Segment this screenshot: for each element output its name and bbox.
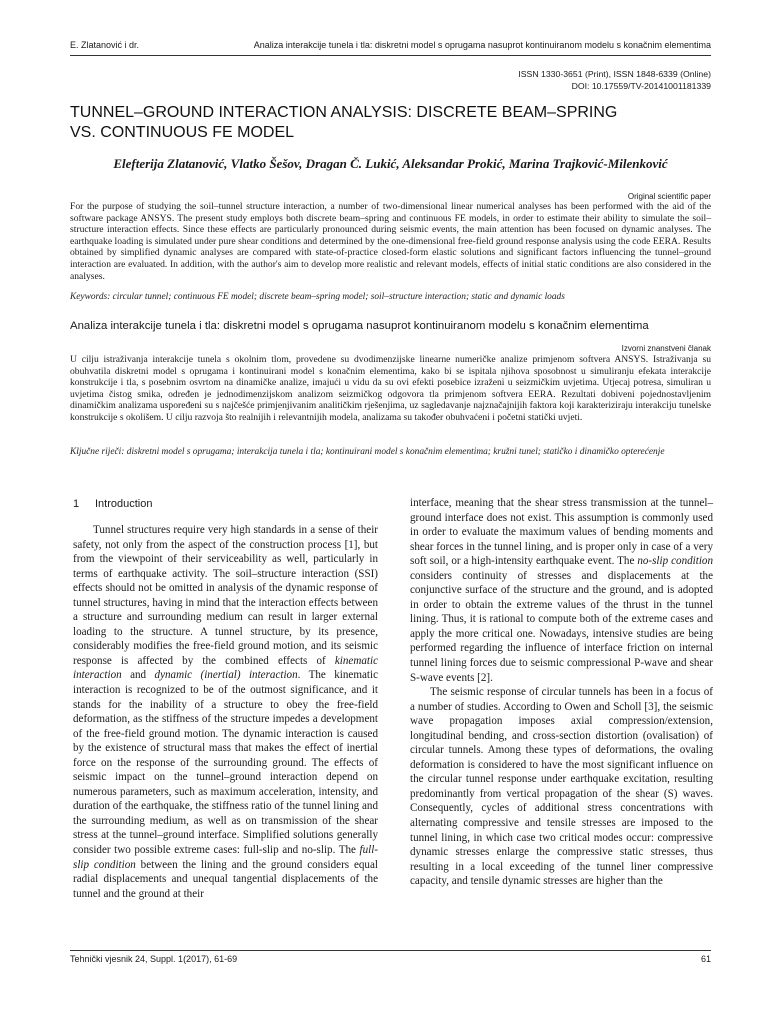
- header-divider: [70, 55, 711, 56]
- issn-line: ISSN 1330-3651 (Print), ISSN 1848-6339 (Online): [518, 69, 711, 79]
- emphasis: full-slip condition: [73, 844, 378, 871]
- abstract-hr: U cilju istraživanja interakcije tunela s okolnim tlom, provedene su dvodimenzijske linearne numeričke analize primjenom softvera ANSYS. Istraživanja su obuhvatila diskretni model s oprugama i kontinuirani model s konačnim elementima, kako bi se ispitala njihova sposobnost u simuliranju efekata interakcije konstrukcije i tla, s posebnim osvrtom na dinamičke analize, imajući u vidu da su ovi efekti posebice izraženi u seizmičkim uvjetima. Utjecaj potresa, simuliran u uvjetima čistog smika, određen je jednodimenzijskom analizom seizmičkog odgovora tla primjenom softvera EERA. Rezultati dobiveni pojednostavljenim dinamičkim analizama uspoređeni su s najčešće primjenjivanim analitičkim rješenjima, uz sagledavanje najznačajnijih faktora koji karakteriziraju interakciju tunelske konstrukcije s okolišem. U cilju razvoja što realnijih i relevantnijih modela, analizama su također obuhvaćeni i početni statički uvjeti.: [70, 354, 711, 423]
- emphasis: dynamic (inertial) interaction: [154, 669, 298, 682]
- author-list: Elefterija Zlatanović, Vlatko Šešov, Dragan Č. Lukić, Aleksandar Prokić, Marina Trajković-Milenković: [113, 156, 668, 171]
- text-run: considers continuity of stresses and displacements at the conjunctive surface of the structure and the ground, and is adopted in order to obtain the extreme values of the thrust in the tunnel lining. Thus, it is rational to compute both of the extreme cases and apply the more critical one. Nowadays, intensive studies are being performed regarding the influence of interface friction on internal tunnel lining forces due to seismic compressional P-wave and shear S-wave events [2].: [410, 569, 713, 684]
- running-header: [70, 38, 711, 52]
- page-number: 61: [700, 954, 711, 964]
- emphasis: kinematic interaction: [73, 654, 378, 682]
- text-run: between the lining and the ground considers equal radial displacements and unequal tangential displacements of the tunnel and the ground at their: [73, 858, 378, 900]
- emphasis: no-slip condition: [637, 555, 713, 568]
- abstract-en: For the purpose of studying the soil–tunnel structure interaction, a number of two-dimensional linear numerical analyses has been performed with the aid of the software package ANSYS. The present study employs both discrete beam–spring and continuous FE models, in order to estimate their ability to simulate the soil–structure interaction effects. Since these effects are particularly pronounced during seismic events, the main attention has been focused on dynamic analyses. The earthquake loading is simulated under pure shear conditions and determined by the one-dimensional free-field ground response analysis using the code EERA. Results obtained by simplified dynamic analyses are compared with state-of-practice closed-form elastic solutions and significant factors influencing the tunnel–ground interaction are evaluated. In addition, with the author's aim to develop more realistic and relevant models, effects of initial static conditions are also considered in the analyses.: [70, 201, 711, 282]
- page-footer: [70, 953, 711, 965]
- running-header-title: Analiza interakcije tunela i tla: diskretni model s oprugama nasuprot kontinuiranom modelu s konačnim elementima: [253, 40, 711, 50]
- keywords-en: Keywords: circular tunnel; continuous FE model; discrete beam–spring model; soil–structure interaction; static and dynamic loads: [70, 292, 565, 302]
- paper-title: TUNNEL–GROUND INTERACTION ANALYSIS: DISCRETE BEAM–SPRING VS. CONTINUOUS FE MODEL: [70, 104, 618, 141]
- journal-citation: Tehnički vjesnik 24, Suppl. 1(2017), 61-69: [70, 954, 238, 964]
- paper-type-hr: Izvorni znanstveni članak: [621, 344, 711, 353]
- running-header-authors: E. Zlatanović i dr.: [70, 40, 140, 50]
- text-run: and: [121, 669, 155, 682]
- text-run: interface, meaning that the shear stress transmission at the tunnel–ground interface does not exist. This assumption is commonly used in order to evaluate the maximum values of bending moments and shear forces in the tunnel lining, and is proper only in case of a very soft soil, or a high-intensity earthquake event. The: [410, 497, 713, 568]
- section-number: 1: [73, 498, 80, 510]
- text-run: Tunnel structures require very high standards in a sense of their safety, not only from the aspect of the construction process [1], but from the viewpoint of their serviceability as well, particularly in terms of earthquake activity. The soil–structure interaction (SSI) effects should not be omitted in analysis of the dynamic response of tunnel structures, having in mind that the interaction effects between a structure and surrounding medium can result in larger external loading to the structure. A tunnel structure, by its presence, considerably modifies the free-field ground motion, and its seismic response is affected by the combined effects of: [73, 524, 378, 667]
- issn-block: [518, 68, 711, 92]
- text-run: . The kinematic interaction is recognized to be of the outmost significance, and it stands for the inability of a structure to obey the free-field deformation, as the stiffness of the structure impedes a development of the free-field ground motion. The dynamic interaction is caused by the existence of structural mass that makes the effect of inertial force on the response of the surrounding ground. The effects of seismic impact on the tunnel–ground interaction depend on numerous parameters, such as maximum acceleration, intensity, and duration of the earthquake, the stiffness ratio of the tunnel lining and the surrounding medium, as well as on transmission of the shear stress at the tunnel–ground interface. Simplified solutions generally consider two possible extreme cases: full-slip and no-slip. The: [73, 669, 378, 857]
- paragraph: [73, 523, 378, 901]
- paragraph: The seismic response of circular tunnels has been in a focus of a number of studies. According to Owen and Scholl [3], the seismic wave propagation imposes axial compression/extension, longitudinal bending, and cross-section distortion (ovalisation) of circular tunnels. Among these types of deformations, the ovaling deformation is considered to have the most significant influence on the circular tunnel response under earthquake excitation, resulting predominantly from vertical propagation of the shear (S) waves. Consequently, cycles of additional stress concentrations with alternating compressive and tensile stresses are imposed to the tunnel lining, in which case two critical modes occur: compressive dynamic stresses enlarge the compressive static stresses, thus resulting in a local exceeding of the tunnel liner compressive capacity, and tensile dynamic stresses are higher than the: [410, 686, 713, 888]
- section-title: Introduction: [95, 498, 153, 510]
- footer-divider: [70, 950, 711, 951]
- body-column-right: [410, 496, 713, 889]
- doi-line: DOI: 10.17559/TV-20141001181339: [571, 81, 711, 91]
- paper-type-en: Original scientific paper: [627, 192, 711, 201]
- paragraph: [410, 496, 713, 685]
- body-column-left: [73, 523, 378, 901]
- keywords-hr: Ključne riječi: diskretni model s oprugama; interakcija tunela i tla; kontinuirani model s konačnim elementima; kružni tunel; statičko i dinamičko opterećenje: [70, 447, 665, 457]
- title-hr: Analiza interakcije tunela i tla: diskretni model s oprugama nasuprot kontinuiranom modelu s konačnim elementima: [70, 320, 649, 332]
- section-heading: [73, 497, 152, 511]
